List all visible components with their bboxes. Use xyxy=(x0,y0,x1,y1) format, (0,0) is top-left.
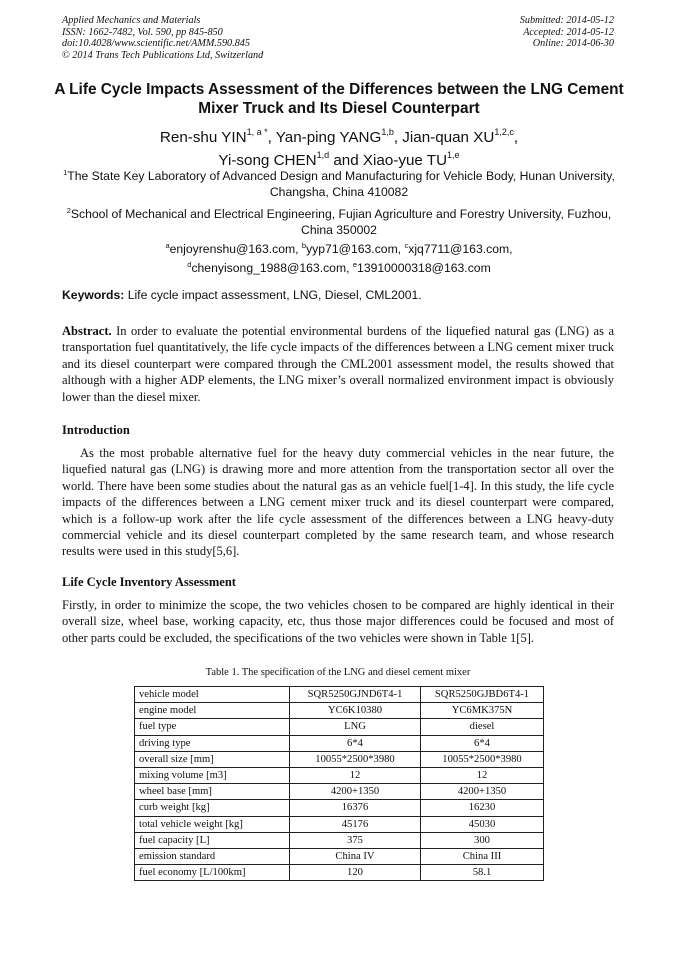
doi-line: doi:10.4028/www.scientific.net/AMM.590.845 xyxy=(62,38,250,50)
table-cell: mixing volume [m3] xyxy=(135,768,290,784)
table-row xyxy=(135,735,544,751)
table-cell: China III xyxy=(421,849,544,865)
table-cell: China IV xyxy=(290,849,421,865)
journal-name: Applied Mechanics and Materials xyxy=(62,15,201,26)
affiliation-mark: 2 xyxy=(66,206,71,215)
table-row xyxy=(135,865,544,881)
affiliation-text: School of Mechanical and Electrical Engineering, Fujian Agriculture and Forestry University, Fuzhou, China 350002 xyxy=(70,207,612,238)
email-mark: b xyxy=(301,241,307,250)
lci-paragraph: Firstly, in order to minimize the scope, the two vehicles chosen to be compared are highly identical in their overall size, wheel base, working capacity, etc, thus those major differences could be focused and most of other parts could be excluded, the specifications of the two vehicles were shown in Table 1[5]. xyxy=(62,598,614,645)
table-row xyxy=(135,687,544,703)
abstract-label: Abstract. xyxy=(62,324,112,338)
affiliation-2 xyxy=(62,203,616,238)
author-affiliation-mark: 1, a * xyxy=(246,127,268,137)
author-name: Ren-shu YIN xyxy=(159,129,247,147)
table-cell: 16230 xyxy=(421,800,544,816)
table-cell: 300 xyxy=(421,832,544,848)
table-cell: 6*4 xyxy=(421,735,544,751)
table-cell: 45176 xyxy=(290,816,421,832)
journal-header-right xyxy=(520,15,614,50)
author-name: Yi-song CHEN xyxy=(218,152,317,170)
email-address: chenyisong_1988@163.com, xyxy=(191,261,353,276)
author-separator: , xyxy=(267,129,276,147)
affiliation-mark: 1 xyxy=(63,168,68,177)
table-cell: driving type xyxy=(135,735,290,751)
table-cell: fuel type xyxy=(135,719,290,735)
specification-table xyxy=(134,686,544,881)
author-name: Jian-quan XU xyxy=(402,129,495,147)
author-separator: and xyxy=(329,152,363,170)
email-address: 13910000318@163.com xyxy=(357,261,491,276)
author-list xyxy=(40,124,638,170)
email-list xyxy=(62,238,616,276)
table-cell: curb weight [kg] xyxy=(135,800,290,816)
author-name: Yan-ping YANG xyxy=(275,129,382,147)
table-cell: YC6MK375N xyxy=(421,703,544,719)
submitted-date: Submitted: 2014-05-12 xyxy=(519,15,614,26)
table-caption: Table 1. The specification of the LNG and diesel cement mixer xyxy=(205,667,471,678)
table-cell: emission standard xyxy=(135,849,290,865)
table-cell: 12 xyxy=(290,768,421,784)
table-cell: 4200+1350 xyxy=(290,784,421,800)
table-row xyxy=(135,832,544,848)
table-cell: YC6K10380 xyxy=(290,703,421,719)
introduction-paragraph: As the most probable alternative fuel for the heavy duty commercial vehicles in the near future, the liquefied natural gas (LNG) is drawing more and more attention from the transportation sector all over the world. There have been some studies about the natural gas as an vehicle fuel[1-4]. In this study, the life cycle impacts of the differences between a LNG cement mixer truck and its diesel counterpart were compared, which is a follow-up work after the life cycle assessment of the differences between a LNG heavy-duty commercial vehicle and its diesel counterpart completed by the same research team, and whose research results were used in this study[5,6]. xyxy=(62,446,614,559)
keywords-label: Keywords: xyxy=(62,288,125,302)
table-row xyxy=(135,768,544,784)
author-affiliation-mark: 1,b xyxy=(381,127,394,137)
email-mark: c xyxy=(404,241,409,250)
author-name: Xiao-yue TU xyxy=(362,152,448,170)
issn-line: ISSN: 1662-7482, Vol. 590, pp 845-850 xyxy=(62,26,223,38)
table-cell: 10055*2500*3980 xyxy=(290,751,421,767)
email-mark: e xyxy=(352,260,358,270)
table-cell: overall size [mm] xyxy=(135,751,290,767)
keywords-text: Life cycle impact assessment, LNG, Diesel, CML2001. xyxy=(124,288,422,302)
author-separator: , xyxy=(513,129,519,147)
table-row xyxy=(135,784,544,800)
table-cell: total vehicle weight [kg] xyxy=(135,816,290,832)
copyright-line: © 2014 Trans Tech Publications Ltd, Switzerland xyxy=(62,49,264,61)
table-cell: 45030 xyxy=(421,816,544,832)
table-cell: 12 xyxy=(421,768,544,784)
table-cell: 6*4 xyxy=(290,735,421,751)
table-cell: 58.1 xyxy=(421,865,544,881)
table-row xyxy=(135,849,544,865)
online-date: Online: 2014-06-30 xyxy=(532,38,614,50)
table-cell: vehicle model xyxy=(135,687,290,703)
accepted-date: Accepted: 2014-05-12 xyxy=(523,26,614,38)
affiliation-1 xyxy=(62,165,616,200)
journal-header-left xyxy=(62,15,263,61)
author-affiliation-mark: 1,e xyxy=(447,150,460,161)
table-cell: 16376 xyxy=(290,800,421,816)
table-row xyxy=(135,719,544,735)
table-cell: fuel capacity [L] xyxy=(135,832,290,848)
email-address: yyp71@163.com, xyxy=(306,242,405,257)
table-row xyxy=(135,751,544,767)
table-cell: 4200+1350 xyxy=(421,784,544,800)
table-row xyxy=(135,816,544,832)
email-mark: a xyxy=(165,241,170,250)
section-heading-lci: Life Cycle Inventory Assessment xyxy=(62,575,236,589)
author-separator: , xyxy=(393,129,403,147)
table-cell: SQR5250GJBD6T4-1 xyxy=(421,687,544,703)
table-row xyxy=(135,703,544,719)
email-address: enjoyrenshu@163.com, xyxy=(169,242,302,257)
section-heading-introduction: Introduction xyxy=(62,423,130,437)
author-affiliation-mark: 1,d xyxy=(316,150,330,161)
table-row xyxy=(135,800,544,816)
table-cell: SQR5250GJND6T4-1 xyxy=(290,687,421,703)
email-address: xjq7711@163.com, xyxy=(408,242,513,257)
table-cell: diesel xyxy=(421,719,544,735)
table-cell: 375 xyxy=(290,832,421,848)
table-cell: engine model xyxy=(135,703,290,719)
table-cell: 120 xyxy=(290,865,421,881)
keywords xyxy=(62,287,616,303)
paper-title: A Life Cycle Impacts Assessment of the Differences between the LNG Cement Mixer Truck and Its Diesel Counterpart xyxy=(54,81,624,117)
table-cell: wheel base [mm] xyxy=(135,784,290,800)
affiliation-text: The State Key Laboratory of Advanced Design and Manufacturing for Vehicle Body, Hunan University, Changsha, China 410082 xyxy=(67,169,615,200)
abstract xyxy=(62,323,614,405)
email-mark: d xyxy=(187,260,192,270)
table-cell: 10055*2500*3980 xyxy=(421,751,544,767)
table-cell: LNG xyxy=(290,719,421,735)
table-cell: fuel economy [L/100km] xyxy=(135,865,290,881)
author-affiliation-mark: 1,2,c xyxy=(494,127,514,137)
abstract-text: In order to evaluate the potential environmental burdens of the liquefied natural gas (LNG) as a transportation fuel quantitatively, the life cycle impacts of the differences between a LNG cement mixer truck and its diesel counterpart were compared through the CML2001 assessment model, the results showed that although with a higher ADP elements, the LNG mixer’s overall normalized environment impact is obviously lower than the diesel mixer. xyxy=(62,324,614,404)
